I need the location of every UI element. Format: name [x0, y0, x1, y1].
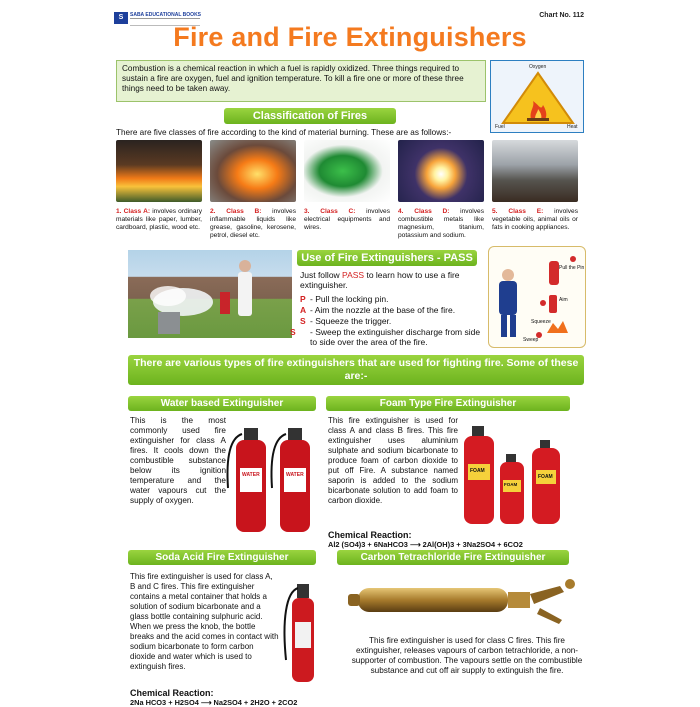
pass-lead-post: to learn how to use a fire extinguisher.: [300, 270, 460, 290]
pull-label: Pull the Pin: [559, 265, 585, 271]
class-d-label: 4. Class D:: [398, 208, 450, 215]
class-e-label: 5. Class E:: [492, 208, 544, 215]
fuel-label: Fuel: [495, 124, 505, 130]
class-c-label: 3. Class C:: [304, 208, 356, 215]
foam-cylinder-label-3: FOAM: [538, 474, 553, 480]
publisher-name: SABA EDUCATIONAL BOOKS: [130, 12, 202, 18]
class-c-desc: involves electrical equipments and wires.: [304, 208, 390, 231]
brass-extinguisher-icon: [344, 572, 586, 628]
foam-reaction-equation: Al2 (SO4)3 + 6NaHCO3 ⟶ 2Al(OH)3 + 3Na2SO4 + 6CO2: [328, 540, 523, 549]
heat-label: Heat: [567, 124, 578, 130]
publisher-badge: S: [114, 12, 128, 24]
foam-reaction-title: Chemical Reaction:: [328, 530, 412, 540]
class-b-photo: [210, 140, 296, 202]
class-a-text: [116, 208, 202, 232]
fire-triangle-diagram: [490, 60, 584, 133]
class-e-desc: involves vegetable oils, animal oils or fats in cooking appliances.: [492, 208, 578, 231]
class-e-text: [492, 208, 578, 232]
water-heading: Water based Extinguisher: [128, 396, 316, 411]
water-extinguisher-image: [222, 418, 326, 540]
pass-acronym: PASS: [342, 270, 365, 280]
soda-reaction-equation: 2Na HCO3 + H2SO4 ⟶ Na2SO4 + 2H2O + 2CO2: [130, 698, 298, 707]
classification-heading: Classification of Fires: [224, 108, 396, 124]
soda-text: This fire extinguisher is used for class A, B and C fires. This fire extinguisher contains a metal container that holds a solution of sodium bicarbonate and a glass bottle containing sulphuric acid. When we press the knob, the bottle breaks and the acid comes in contact with sodium bicarbonate to form carbon dioxide and water which is used to extinguish fires.: [130, 572, 279, 671]
class-c-photo: [304, 140, 390, 202]
foam-heading: Foam Type Fire Extinguisher: [326, 396, 570, 411]
class-b-text: [210, 208, 296, 240]
pass-step-sweep: [290, 327, 486, 347]
class-c-text: [304, 208, 390, 232]
class-a-label: 1. Class A:: [116, 208, 151, 215]
foam-text: This fire extinguisher is used for class A and class B fires. This fire extinguisher uses aluminium sulphate and sodium bicarbonate to produce foam of carbon dioxide to put off Fire. A substance named saporin is added to the sodium bicarbonate solution to add foam to carbon dioxide.: [328, 416, 458, 505]
class-d-text: [398, 208, 484, 240]
soda-reaction-title: Chemical Reaction:: [130, 688, 214, 698]
oxygen-label: Oxygen: [529, 64, 547, 70]
intro-box: Combustion is a chemical reaction in which a fuel is rapidly oxidized. Three things required to sustain a fire are oxygen, fuel and ignition temperature. To kill a fire one or more of these three things need to be taken away.: [116, 60, 486, 102]
soda-acid-extinguisher-image: [278, 570, 330, 686]
pass-step-squeeze: [300, 316, 486, 326]
carbon-text: This fire extinguisher is used for class C fires. This fire extinguisher, releases vapours of carbon tetrachloride, a non-supporter of combustion. The vapours settle on the combustible substance and cut off air supply to extinguish the fire.: [351, 636, 583, 675]
water-cylinders-icon: [222, 418, 326, 540]
pass-step-text: - Pull the locking pin.: [310, 294, 389, 304]
pass-step-text: - Squeeze the trigger.: [310, 316, 392, 326]
sweep-label: Sweep: [523, 337, 539, 343]
pass-step-aim: [300, 305, 486, 315]
page-title: Fire and Fire Extinguishers: [173, 22, 527, 52]
pass-lead-pre: Just follow: [300, 270, 343, 280]
class-b-desc: involves inflammable liquids like grease, gasoline, kerosene, petrol, diesel etc.: [210, 208, 296, 239]
aim-label: Aim: [559, 297, 568, 303]
pass-step-text: - Sweep the extinguisher discharge from side to side over the area of the fire.: [310, 327, 481, 347]
class-b-label: 2. Class B:: [210, 208, 262, 215]
class-e-photo: [492, 140, 578, 202]
pass-step-text: - Aim the nozzle at the base of the fire.: [310, 305, 456, 315]
types-heading: There are various types of fire extinguishers that are used for fighting fire. Some of these are:-: [128, 355, 584, 385]
foam-extinguisher-image: [456, 418, 570, 528]
water-cylinder-label-2: WATER: [286, 472, 304, 478]
foam-cylinder-label-2: FOAM: [504, 482, 518, 487]
pass-letter: A: [300, 305, 307, 315]
pass-diagram: [488, 246, 586, 348]
pass-heading: Use of Fire Extinguishers - PASS: [297, 250, 477, 266]
firefighter-icon: [489, 247, 585, 347]
foam-cylinder-label-1: FOAM: [470, 468, 485, 474]
chart-number: Chart No. 112: [539, 12, 584, 19]
class-a-photo: [116, 140, 202, 202]
pass-letter: S: [300, 316, 306, 326]
pass-demo-photo: [128, 250, 292, 338]
class-d-photo: [398, 140, 484, 202]
foam-reaction: [328, 530, 586, 549]
class-a-desc: involves ordinary materials like paper, lumber, cardboard, plastic, wood etc.: [116, 208, 202, 231]
soda-reaction: [130, 688, 330, 707]
water-text: This is the most commonly used fire extinguisher for class A fires. It cools down the combustible substance below its ignition temperature and the water vapours cut the supply of oxygen.: [130, 416, 226, 505]
classification-lead: There are five classes of fire according to the kind of material burning. These are as follows:-: [116, 128, 452, 137]
soda-cylinder-icon: [278, 570, 330, 686]
extinguisher-demo-icon: [128, 250, 292, 338]
carbon-heading: Carbon Tetrachloride Fire Extinguisher: [337, 550, 569, 565]
pass-lead: [300, 270, 480, 290]
pass-letter: S: [290, 327, 296, 337]
carbon-tetrachloride-extinguisher-image: [344, 572, 586, 628]
water-cylinder-label-1: WATER: [242, 472, 260, 478]
soda-heading: Soda Acid Fire Extinguisher: [128, 550, 316, 565]
class-d-desc: involves combustible metals like magnesium, titanium, potassium and sodium.: [398, 208, 484, 239]
pass-step-pull: [300, 294, 486, 304]
squeeze-label: Squeeze: [531, 319, 551, 325]
pass-letter: P: [300, 294, 306, 304]
chart: [112, 10, 588, 707]
